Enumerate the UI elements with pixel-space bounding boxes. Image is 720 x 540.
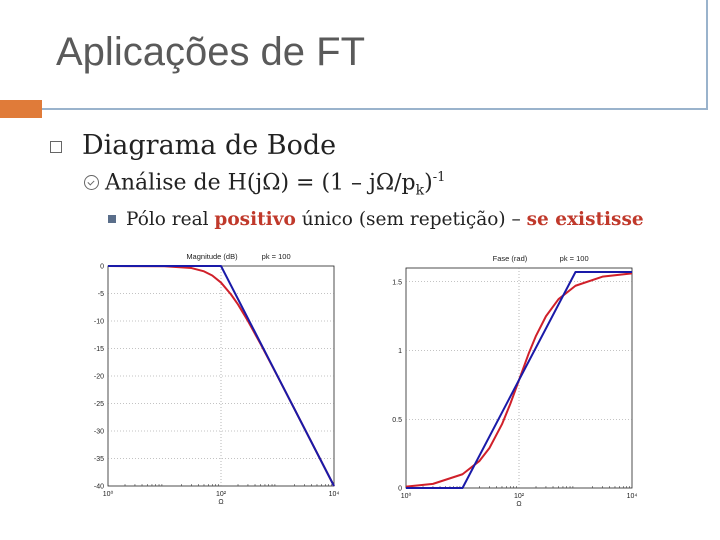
bullet-level2-superscript: -1 <box>432 170 446 185</box>
bullet-level2-text: Análise de H(jΩ) = (1 – jΩ/p <box>105 170 416 196</box>
circle-check-bullet-icon <box>84 175 99 190</box>
title-rule-horizontal <box>42 108 707 110</box>
chart1-y-tick-label: 1.5 <box>392 279 402 287</box>
chart0-y-tick-label: -40 <box>93 483 104 491</box>
highlight-se-existisse: se existisse <box>526 209 644 230</box>
highlight-positivo: positivo <box>214 209 296 230</box>
chart0-x-tick-label: 10⁰ <box>102 491 114 498</box>
chart1-x-tick-label: 10⁴ <box>626 493 638 500</box>
bullet-level1 <box>50 130 336 161</box>
chart0-y-tick-label: -5 <box>97 291 104 298</box>
magnitude-chart-svg <box>82 246 352 516</box>
chart0-x-tick-label: 10² <box>215 491 227 498</box>
phase-plot <box>364 248 650 516</box>
bullet-level2: Análise de $H(j\Omega) = (1 - j\Omega/p_k)^{-1}$ <box>84 170 445 199</box>
chart0-y-tick-label: -25 <box>93 401 104 408</box>
chart1-annotation: pk = 100 <box>559 254 589 263</box>
bullet-level3-text-b: único (sem repetição) – <box>301 209 521 230</box>
chart0-x-axis-label: Ω <box>218 499 224 506</box>
chart0-annotation: pk = 100 <box>261 252 291 261</box>
bullet-level2-subscript: k <box>415 182 425 199</box>
bullet-level1-text: Diagrama de Bode <box>82 130 337 161</box>
filled-square-bullet-icon <box>108 215 116 223</box>
chart1-x-tick-label: 10⁰ <box>400 493 412 500</box>
chart1-title: Fase (rad) <box>492 254 528 263</box>
chart1-y-tick-label: 0.5 <box>392 416 402 424</box>
chart0-title: Magnitude (dB) <box>186 252 238 261</box>
chart0-y-tick-label: -30 <box>93 428 104 436</box>
chart1-y-tick-label: 0 <box>398 485 402 493</box>
chart0-y-tick-label: -10 <box>93 318 104 326</box>
title-rule-vertical <box>706 0 708 110</box>
chart1-x-axis-label: Ω <box>516 501 522 508</box>
accent-bar <box>0 100 42 118</box>
chart1-x-tick-label: 10² <box>513 493 525 500</box>
chart0-y-tick-label: 0 <box>100 263 104 271</box>
chart1-y-tick-label: 1 <box>398 348 402 355</box>
chart0-y-tick-label: -15 <box>93 346 104 353</box>
bullet-level3 <box>108 209 644 230</box>
bullet-level3-text-a: Pólo real <box>126 209 209 230</box>
chart0-x-tick-label: 10⁴ <box>328 491 340 498</box>
slide-title: Aplicações de FT <box>56 30 366 74</box>
magnitude-plot <box>82 246 352 516</box>
square-bullet-icon <box>50 141 62 153</box>
chart0-y-tick-label: -35 <box>93 456 104 463</box>
chart0-y-tick-label: -20 <box>93 373 104 381</box>
phase-chart-svg <box>364 248 650 516</box>
